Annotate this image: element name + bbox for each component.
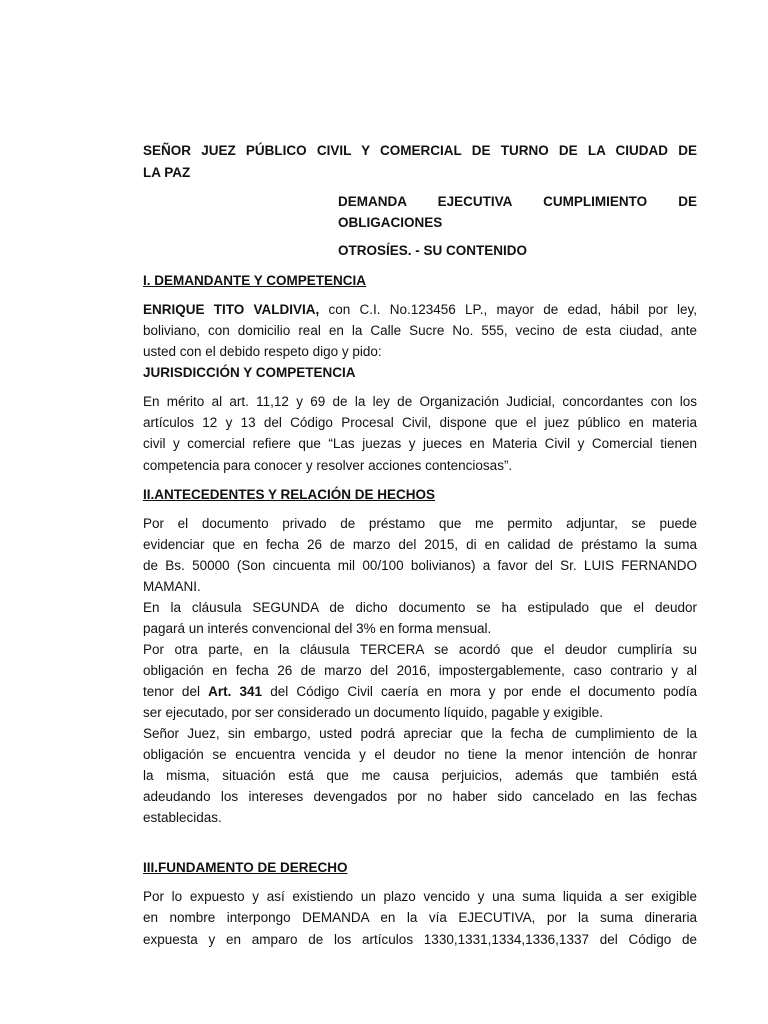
section-heading-antecedentes: II.ANTECEDENTES Y RELACIÓN DE HECHOS	[143, 487, 436, 502]
paragraph-line: En la cláusula SEGUNDA de dicho documento se ha estipulado que el deudor	[143, 600, 697, 615]
court-address-line-2: LA PAZ	[143, 165, 191, 180]
paragraph-line: ser ejecutado, por ser considerado un documento líquido, pagable y exigible.	[143, 705, 604, 720]
paragraph-line: En mérito al art. 11,12 y 69 de la ley de Organización Judicial, concordantes con los	[143, 394, 697, 409]
paragraph-line: evidenciar que en fecha 26 de marzo del 2015, di en calidad de préstamo la suma	[143, 537, 697, 552]
paragraph-line: boliviano, con domicilio real en la Calle Sucre No. 555, vecino de esta ciudad, ante	[143, 323, 697, 338]
demand-title-line-2: OBLIGACIONES	[338, 215, 443, 230]
paragraph-line: artículos 12 y 13 del Código Procesal Civil, dispone que el juez público en materia	[143, 415, 697, 430]
paragraph-text: con C.I. No.123456 LP., mayor de edad, hábil por ley,	[319, 302, 698, 317]
paragraph-text: del Código Civil caería en mora y por ende el documento podía	[262, 684, 697, 699]
plaintiff-name: ENRIQUE TITO VALDIVIA,	[143, 302, 320, 317]
section-heading-demandante: I. DEMANDANTE Y COMPETENCIA	[143, 273, 367, 288]
paragraph-line: pagará un interés convencional del 3% en forma mensual.	[143, 621, 492, 636]
subheading-jurisdiccion: JURISDICCIÓN Y COMPETENCIA	[143, 365, 356, 380]
paragraph-line: establecidas.	[143, 810, 222, 825]
paragraph-line: MAMANI.	[143, 579, 201, 594]
article-reference: Art. 341	[208, 684, 263, 699]
paragraph-line: civil y comercial refiere que “Las juezas y jueces en Materia Civil y Comercial tienen	[143, 436, 697, 451]
paragraph-line: de Bs. 50000 (Son cincuenta mil 00/100 bolivianos) a favor del Sr. LUIS FERNANDO	[143, 558, 697, 573]
paragraph-line: obligación se encuentra vencida y el deudor no tiene la menor intención de honrar	[143, 747, 697, 762]
paragraph-line: la misma, situación está que me causa perjuicios, además que también está	[143, 768, 697, 783]
paragraph-line: Por otra parte, en la cláusula TERCERA se acordó que el deudor cumpliría su	[143, 642, 697, 657]
paragraph-line: usted con el debido respeto digo y pido:	[143, 344, 382, 359]
paragraph-line: expuesta y en amparo de los artículos 1330,1331,1334,1336,1337 del Código de	[143, 932, 697, 947]
otrosies-title: OTROSÍES. - SU CONTENIDO	[338, 243, 528, 258]
section-heading-fundamento: III.FUNDAMENTO DE DERECHO	[143, 860, 348, 875]
paragraph-text: tenor del	[143, 684, 209, 699]
paragraph-line: Señor Juez, sin embargo, usted podrá apreciar que la fecha de cumplimiento de la	[143, 726, 697, 741]
demand-title-line-1: DEMANDA EJECUTIVA CUMPLIMIENTO DE	[338, 194, 697, 209]
paragraph-line: adeudando los intereses devengados por no haber sido cancelado en las fechas	[143, 789, 697, 804]
paragraph-line: en nombre interpongo DEMANDA en la vía EJECUTIVA, por la suma dineraria	[143, 910, 697, 925]
paragraph-line	[143, 299, 697, 321]
paragraph-line: competencia para conocer y resolver acciones contenciosas”.	[143, 458, 513, 473]
paragraph-line: obligación en fecha 26 de marzo del 2016, impostergablemente, caso contrario y al	[143, 663, 697, 678]
paragraph-line: Por el documento privado de préstamo que me permito adjuntar, se puede	[143, 516, 697, 531]
paragraph-line: Por lo expuesto y así existiendo un plazo vencido y una suma liquida a ser exigible	[143, 889, 697, 904]
court-address-line-1: SEÑOR JUEZ PÚBLICO CIVIL Y COMERCIAL DE TURNO DE LA CIUDAD DE	[143, 143, 697, 158]
paragraph-line	[143, 681, 697, 703]
